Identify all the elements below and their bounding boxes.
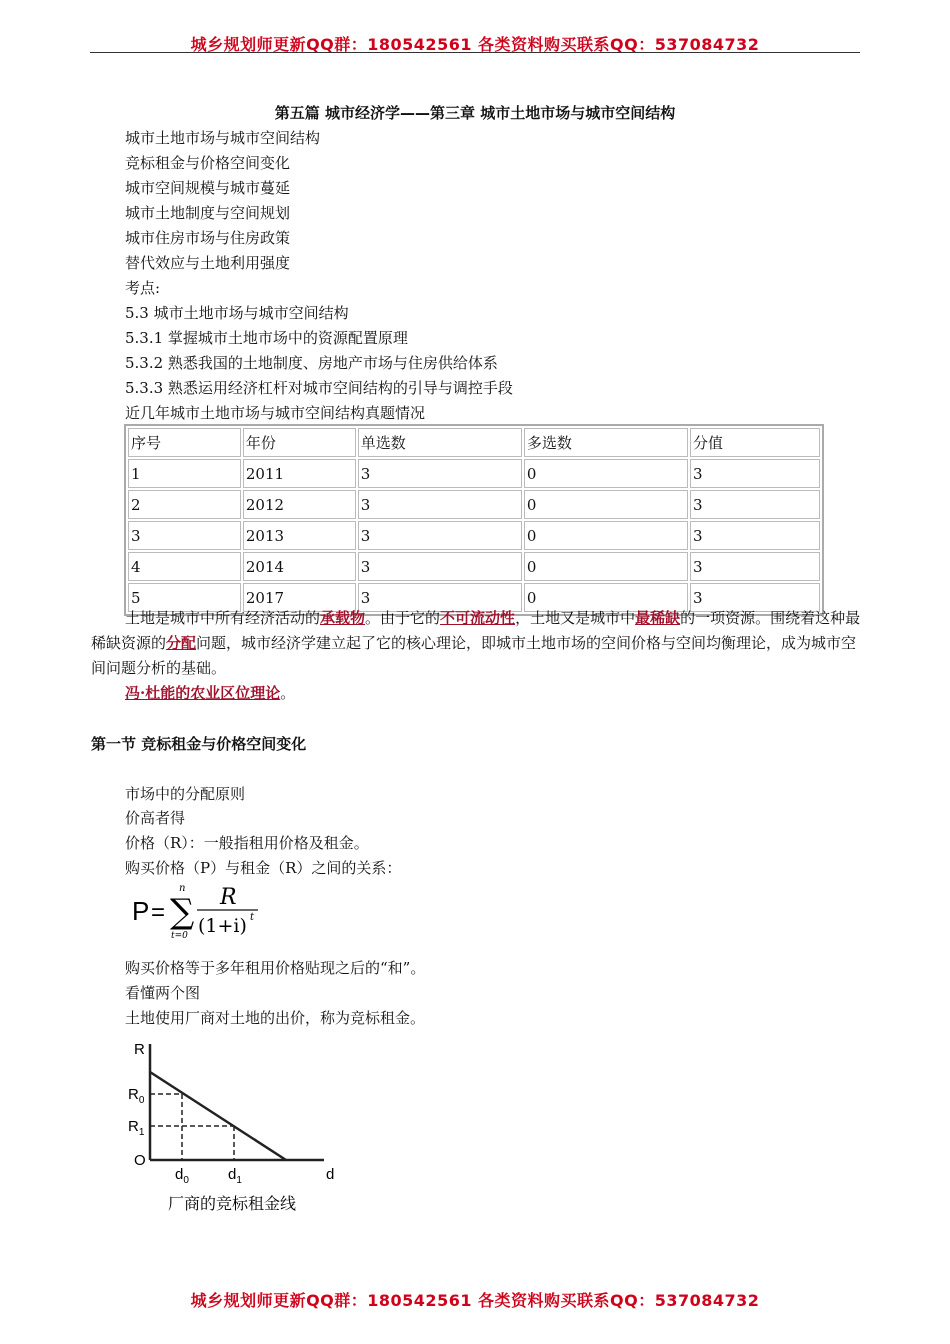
body-line: 看懂两个图 xyxy=(125,984,201,1002)
paragraph-text: ，土地又是城市中 xyxy=(515,609,636,627)
header-cell: 年份 xyxy=(243,428,356,457)
body-line: 土地使用厂商对土地的出价，称为竞标租金。 xyxy=(125,1009,426,1027)
feng-tail: 。 xyxy=(280,684,296,702)
table-row xyxy=(128,459,820,488)
exam-point: 5.3 城市土地市场与城市空间结构 xyxy=(125,304,349,322)
header-cell: 多选数 xyxy=(524,428,688,457)
header-cell: 分值 xyxy=(690,428,820,457)
table-cell: 1 xyxy=(128,459,241,488)
table-cell: 3 xyxy=(128,521,241,550)
exam-points-label: 考点: xyxy=(125,279,161,297)
body-line: 价高者得 xyxy=(125,809,186,827)
body-line: 购买价格等于多年租用价格贴现之后的“和”。 xyxy=(125,959,426,977)
table-cell: 3 xyxy=(358,583,522,612)
outline-item: 城市住房市场与住房政策 xyxy=(125,229,291,247)
table-cell: 4 xyxy=(128,552,241,581)
formula-lhs: P xyxy=(132,896,150,926)
table-cell: 0 xyxy=(524,521,688,550)
table-row xyxy=(128,490,820,519)
header-banner: 城乡规划师更新QQ群：180542561 各类资料购买联系QQ：537084732 xyxy=(190,35,760,54)
paragraph-text: 问题，城市经济学建立起了它的核心理论，即城市土地市场的空间价格与空间均衡理论，成为城市空间问题分析的基础。 xyxy=(91,634,857,677)
exam-point: 5.3.1 掌握城市土地市场中的资源配置原理 xyxy=(125,329,408,347)
table-cell: 2017 xyxy=(243,583,356,612)
section-title: 第一节 竞标租金与价格空间变化 xyxy=(91,735,307,753)
formula-exponent: t xyxy=(250,912,255,923)
body-line: 市场中的分配原则 xyxy=(125,785,246,803)
x-axis-label: d xyxy=(326,1166,335,1183)
table-cell: 0 xyxy=(524,552,688,581)
table-cell: 3 xyxy=(358,459,522,488)
keyword-link[interactable]: 分配 xyxy=(166,634,197,652)
bid-rent-diagram xyxy=(118,1036,358,1221)
footer-banner: 城乡规划师更新QQ群：180542561 各类资料购买联系QQ：537084732 xyxy=(190,1291,760,1310)
keyword-link[interactable]: 最稀缺 xyxy=(635,609,681,627)
table-cell: 0 xyxy=(524,583,688,612)
header-rule xyxy=(90,52,860,53)
paragraph-text: 。由于它的 xyxy=(365,609,441,627)
table-cell: 2011 xyxy=(243,459,356,488)
header-cell: 单选数 xyxy=(358,428,522,457)
outline-item: 城市空间规模与城市蔓延 xyxy=(125,179,291,197)
d0-label: $d_0$ xyxy=(175,1166,189,1186)
exam-stats-table xyxy=(124,424,824,616)
exam-point: 5.3.3 熟悉运用经济杠杆对城市空间结构的引导与调控手段 xyxy=(125,379,513,397)
table-cell: 2012 xyxy=(243,490,356,519)
table-cell: 3 xyxy=(358,490,522,519)
keyword-link[interactable]: 承载物 xyxy=(320,609,366,627)
diagram-caption: 厂商的竞标租金线 xyxy=(168,1194,297,1213)
body-line: 购买价格（P）与租金（R）之间的关系： xyxy=(125,859,402,877)
y-axis-label: R xyxy=(134,1041,145,1058)
formula-lower: t=0 xyxy=(171,931,188,941)
outline-item: 竞标租金与价格空间变化 xyxy=(125,154,291,172)
outline-item: 替代效应与土地利用强度 xyxy=(125,254,291,272)
table-cell: 3 xyxy=(690,521,820,550)
exam-point: 5.3.2 熟悉我国的土地制度、房地产市场与住房供给体系 xyxy=(125,354,498,372)
table-cell: 3 xyxy=(690,583,820,612)
table-cell: 3 xyxy=(690,459,820,488)
table-cell: 3 xyxy=(358,552,522,581)
formula-numerator: R xyxy=(220,885,237,910)
d1-label: $d_1$ xyxy=(228,1166,242,1186)
table-cell: 2 xyxy=(128,490,241,519)
outline-item: 城市土地制度与空间规划 xyxy=(125,204,291,222)
chapter-title: 第五篇 城市经济学——第三章 城市土地市场与城市空间结构 xyxy=(274,104,676,122)
sigma-symbol: ∑ xyxy=(170,892,195,932)
keyword-link[interactable]: 不可流动性 xyxy=(440,609,516,627)
table-cell: 5 xyxy=(128,583,241,612)
table-header-row xyxy=(128,428,820,457)
outline-item: 城市土地市场与城市空间结构 xyxy=(125,129,321,147)
formula-upper: n xyxy=(179,883,186,894)
table-caption: 近几年城市土地市场与城市空间结构真题情况 xyxy=(125,404,426,422)
table-row xyxy=(128,521,820,550)
table-cell: 0 xyxy=(524,459,688,488)
table-cell: 0 xyxy=(524,490,688,519)
body-line: 价格（R）：一般指租用价格及租金。 xyxy=(125,834,369,852)
feng-line xyxy=(125,683,295,703)
r1-label: $R_1$ xyxy=(128,1118,145,1138)
table-cell: 2014 xyxy=(243,552,356,581)
table-cell: 2013 xyxy=(243,521,356,550)
thunen-theory-link[interactable]: 冯·杜能的农业区位理论 xyxy=(125,684,281,702)
table-row xyxy=(128,552,820,581)
table-cell: 3 xyxy=(690,490,820,519)
formula-denominator: (1+i) xyxy=(198,915,247,937)
paragraph-text: 的一项资源。围绕着这种最稀缺资源的 xyxy=(91,609,861,652)
header-cell: 序号 xyxy=(128,428,241,457)
r0-label: $R_0$ xyxy=(128,1086,145,1106)
origin-label: O xyxy=(134,1152,146,1169)
table-cell: 3 xyxy=(358,521,522,550)
bid-rent-line xyxy=(150,1072,286,1160)
paragraph-text: 土地是城市中所有经济活动的 xyxy=(125,609,321,627)
table-cell: 3 xyxy=(690,552,820,581)
formula-eq: = xyxy=(151,899,166,926)
price-rent-formula xyxy=(130,880,270,942)
intro-paragraph xyxy=(91,606,861,681)
